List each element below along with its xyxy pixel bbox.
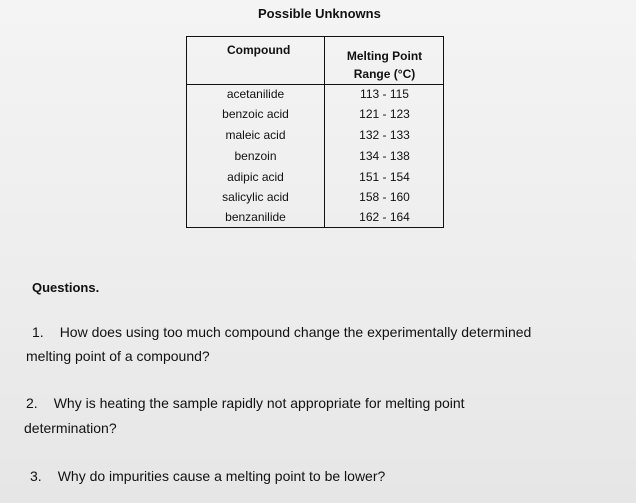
header-divider	[187, 84, 443, 85]
unknowns-table	[186, 36, 444, 228]
range-cell: 121 - 123	[359, 107, 410, 121]
question-text-line1: Why is heating the sample rapidly not appropriate for melting point	[53, 395, 465, 411]
question-1-continued	[26, 346, 210, 366]
header-melting-point-line1: Melting Point	[346, 49, 423, 63]
range-cell: 134 - 138	[359, 149, 410, 163]
range-cell: 132 - 133	[359, 128, 410, 142]
range-cell: 162 - 164	[359, 210, 410, 224]
range-cell: 158 - 160	[359, 190, 410, 204]
question-number: 2.	[26, 395, 38, 411]
question-text-line1: Why do impurities cause a melting point to be lower?	[57, 468, 386, 484]
question-2-continued	[24, 418, 117, 438]
question-text-line2: determination?	[24, 420, 117, 436]
question-2	[26, 393, 465, 413]
question-number: 3.	[30, 468, 42, 484]
compound-cell: adipic acid	[227, 170, 284, 184]
compound-cell: maleic acid	[225, 128, 286, 142]
compound-cell: salicylic acid	[222, 190, 289, 204]
compound-cell: benzoic acid	[222, 107, 289, 121]
question-number: 1.	[32, 324, 44, 340]
question-1	[32, 322, 531, 342]
table-row	[187, 170, 445, 189]
header-compound: Compound	[227, 43, 291, 57]
range-cell: 151 - 154	[359, 170, 410, 184]
range-cell: 113 - 115	[360, 87, 409, 101]
questions-heading: Questions.	[32, 280, 100, 295]
compound-cell: benzanilide	[225, 210, 286, 224]
question-text-line2: melting point of a compound?	[26, 348, 210, 364]
table-row	[187, 128, 445, 147]
table-row	[187, 190, 445, 209]
compound-cell: benzoin	[234, 149, 277, 163]
header-melting-point-line2: Range (°C)	[353, 67, 416, 81]
table-row	[187, 107, 445, 126]
question-3	[30, 466, 385, 486]
page-title: Possible Unknowns	[258, 6, 381, 21]
header-melting-point	[324, 47, 445, 83]
table-row	[187, 210, 445, 229]
table-row	[187, 149, 445, 168]
table-row	[187, 87, 445, 106]
compound-cell: acetanilide	[226, 87, 285, 101]
question-text-line1: How does using too much compound change the experimentally determined	[59, 324, 532, 340]
